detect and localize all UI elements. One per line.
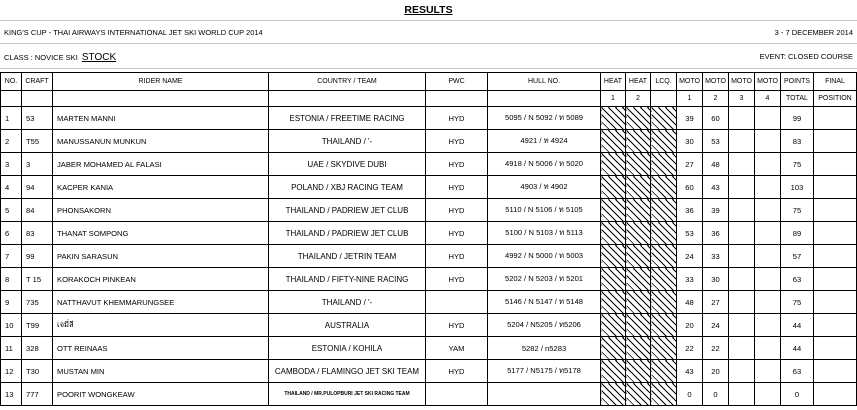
cell-moto2: 48 (703, 153, 729, 176)
cell-heat2 (626, 222, 651, 245)
sub-lcq (651, 91, 677, 107)
cell-no: 10 (1, 314, 22, 337)
cell-moto3 (729, 314, 755, 337)
cell-craft: 94 (22, 176, 53, 199)
col-no: NO. (1, 73, 22, 91)
col-lcq: LCQ. (651, 73, 677, 91)
cell-pwc: HYD (426, 107, 488, 130)
cell-country: CAMBODA / FLAMINGO JET SKI TEAM (269, 360, 426, 383)
cell-no: 13 (1, 383, 22, 406)
cell-moto1: 22 (677, 337, 703, 360)
sub-moto4: 4 (755, 91, 781, 107)
cell-moto3 (729, 360, 755, 383)
cell-hull: 5146 / N 5147 / ท 5148 (488, 291, 601, 314)
cell-lcq (651, 291, 677, 314)
cell-no: 11 (1, 337, 22, 360)
cell-craft: 99 (22, 245, 53, 268)
cell-moto4 (755, 222, 781, 245)
sub-moto2: 2 (703, 91, 729, 107)
cell-moto3 (729, 107, 755, 130)
cell-rider: KACPER KANIA (53, 176, 269, 199)
table-row (1, 360, 857, 383)
col-points: POINTS (781, 73, 814, 91)
cell-moto4 (755, 245, 781, 268)
cell-hull: 5100 / N 5103 / ท 5113 (488, 222, 601, 245)
cell-moto2: 39 (703, 199, 729, 222)
cell-hull: 4903 / ท 4902 (488, 176, 601, 199)
cell-final (814, 176, 857, 199)
cell-heat1 (601, 291, 626, 314)
cell-country: POLAND / XBJ RACING TEAM (269, 176, 426, 199)
cell-no: 8 (1, 268, 22, 291)
cell-craft: 83 (22, 222, 53, 245)
cell-heat2 (626, 153, 651, 176)
cell-no: 2 (1, 130, 22, 153)
event-info-row (0, 21, 857, 44)
cell-rider: THANAT SOMPONG (53, 222, 269, 245)
page-title: RESULTS (404, 4, 453, 16)
cell-heat1 (601, 130, 626, 153)
event-type: EVENT: CLOSED COURSE (759, 52, 853, 61)
cell-final (814, 107, 857, 130)
cell-moto3 (729, 199, 755, 222)
cell-heat1 (601, 153, 626, 176)
cell-craft: 777 (22, 383, 53, 406)
sub-final: POSITION (814, 91, 857, 107)
cell-no: 9 (1, 291, 22, 314)
cell-points: 44 (781, 337, 814, 360)
cell-moto2: 43 (703, 176, 729, 199)
cell-moto4 (755, 268, 781, 291)
cell-moto4 (755, 176, 781, 199)
cell-country: THAILAND / '- (269, 291, 426, 314)
col-hull: HULL NO. (488, 73, 601, 91)
cell-points: 63 (781, 268, 814, 291)
cell-moto3 (729, 383, 755, 406)
cell-heat2 (626, 314, 651, 337)
cell-final (814, 245, 857, 268)
cell-moto3 (729, 222, 755, 245)
cell-heat1 (601, 199, 626, 222)
cell-moto3 (729, 337, 755, 360)
cell-points: 83 (781, 130, 814, 153)
cell-moto4 (755, 360, 781, 383)
cell-moto1: 0 (677, 383, 703, 406)
table-row (1, 199, 857, 222)
cell-no: 1 (1, 107, 22, 130)
cell-rider: เจมี่ลี (53, 314, 269, 337)
col-moto3: MOTO (729, 73, 755, 91)
cell-hull: 5202 / N 5203 / ท 5201 (488, 268, 601, 291)
results-body (1, 107, 857, 406)
cell-points: 75 (781, 199, 814, 222)
cell-moto4 (755, 107, 781, 130)
cell-craft: 53 (22, 107, 53, 130)
cell-moto2: 36 (703, 222, 729, 245)
cell-moto2: 24 (703, 314, 729, 337)
cell-pwc: HYD (426, 130, 488, 153)
cell-heat2 (626, 176, 651, 199)
cell-points: 44 (781, 314, 814, 337)
table-row (1, 176, 857, 199)
sub-rider (53, 91, 269, 107)
cell-final (814, 291, 857, 314)
cell-points: 0 (781, 383, 814, 406)
cell-heat2 (626, 268, 651, 291)
cell-lcq (651, 268, 677, 291)
cell-hull: 4992 / N 5000 / ท 5003 (488, 245, 601, 268)
cell-moto1: 39 (677, 107, 703, 130)
sub-country (269, 91, 426, 107)
cell-moto4 (755, 314, 781, 337)
cell-moto3 (729, 245, 755, 268)
col-moto1: MOTO (677, 73, 703, 91)
col-final: FINAL (814, 73, 857, 91)
cell-country: ESTONIA / FREETIME RACING (269, 107, 426, 130)
cell-lcq (651, 130, 677, 153)
cell-moto3 (729, 176, 755, 199)
cell-moto1: 20 (677, 314, 703, 337)
table-row (1, 314, 857, 337)
cell-pwc: HYD (426, 199, 488, 222)
cell-craft: T30 (22, 360, 53, 383)
cell-rider: KORAKOCH PINKEAN (53, 268, 269, 291)
cell-lcq (651, 314, 677, 337)
cell-no: 6 (1, 222, 22, 245)
cell-pwc: HYD (426, 153, 488, 176)
cell-country: THAILAND / JETRIN TEAM (269, 245, 426, 268)
sub-moto1: 1 (677, 91, 703, 107)
sub-points: TOTAL (781, 91, 814, 107)
cell-heat2 (626, 107, 651, 130)
sub-heat2: 2 (626, 91, 651, 107)
event-dates: 3 - 7 DECEMBER 2014 (774, 28, 853, 37)
cell-rider: PAKIN SARASUN (53, 245, 269, 268)
cell-points: 75 (781, 153, 814, 176)
cell-moto2: 27 (703, 291, 729, 314)
cell-final (814, 360, 857, 383)
cell-heat1 (601, 360, 626, 383)
cell-country: THAILAND / FIFTY-NINE RACING (269, 268, 426, 291)
cell-moto2: 30 (703, 268, 729, 291)
cell-no: 5 (1, 199, 22, 222)
cell-moto2: 33 (703, 245, 729, 268)
cell-moto2: 60 (703, 107, 729, 130)
cell-heat2 (626, 383, 651, 406)
cell-pwc (426, 383, 488, 406)
cell-points: 103 (781, 176, 814, 199)
cell-heat1 (601, 176, 626, 199)
cell-rider: PHONSAKORN (53, 199, 269, 222)
cell-lcq (651, 107, 677, 130)
cell-heat2 (626, 291, 651, 314)
cell-no: 12 (1, 360, 22, 383)
header-row (1, 73, 857, 91)
cell-heat1 (601, 383, 626, 406)
table-row (1, 245, 857, 268)
table-row (1, 107, 857, 130)
cell-rider: MANUSSANUN MUNKUN (53, 130, 269, 153)
cell-heat2 (626, 130, 651, 153)
cell-moto1: 27 (677, 153, 703, 176)
cell-pwc: HYD (426, 222, 488, 245)
col-moto2: MOTO (703, 73, 729, 91)
table-row (1, 222, 857, 245)
cell-country: UAE / SKYDIVE DUBI (269, 153, 426, 176)
cell-craft: T55 (22, 130, 53, 153)
cell-final (814, 130, 857, 153)
cell-final (814, 383, 857, 406)
cell-heat1 (601, 314, 626, 337)
col-rider: RIDER NAME (53, 73, 269, 91)
cell-final (814, 337, 857, 360)
cell-heat2 (626, 360, 651, 383)
col-country: COUNTRY / TEAM (269, 73, 426, 91)
cell-moto4 (755, 130, 781, 153)
cell-no: 7 (1, 245, 22, 268)
cell-moto2: 53 (703, 130, 729, 153)
col-heat2: HEAT (626, 73, 651, 91)
cell-pwc: HYD (426, 268, 488, 291)
cell-points: 99 (781, 107, 814, 130)
cell-country: AUSTRALIA (269, 314, 426, 337)
cell-moto1: 48 (677, 291, 703, 314)
cell-rider: POORIT WONGKEAW (53, 383, 269, 406)
col-craft: CRAFT (22, 73, 53, 91)
cell-hull: 5204 / N5205 / ท5206 (488, 314, 601, 337)
cell-moto1: 30 (677, 130, 703, 153)
cell-country: THAILAND / PADRIEW JET CLUB (269, 199, 426, 222)
cell-moto2: 22 (703, 337, 729, 360)
cell-rider: MARTEN MANNI (53, 107, 269, 130)
cell-points: 63 (781, 360, 814, 383)
sub-heat1: 1 (601, 91, 626, 107)
cell-heat1 (601, 337, 626, 360)
cell-moto1: 24 (677, 245, 703, 268)
cell-lcq (651, 176, 677, 199)
cell-moto1: 53 (677, 222, 703, 245)
cell-hull: 4918 / N 5006 / ท 5020 (488, 153, 601, 176)
cell-moto1: 43 (677, 360, 703, 383)
cell-lcq (651, 383, 677, 406)
cell-lcq (651, 245, 677, 268)
sub-craft (22, 91, 53, 107)
cell-hull: 5095 / N 5092 / ท 5089 (488, 107, 601, 130)
cell-craft: 84 (22, 199, 53, 222)
cell-final (814, 314, 857, 337)
cell-pwc: HYD (426, 245, 488, 268)
cell-hull: 4921 / ท 4924 (488, 130, 601, 153)
sub-pwc (426, 91, 488, 107)
class-value: STOCK (81, 52, 117, 63)
cell-hull (488, 383, 601, 406)
cell-lcq (651, 222, 677, 245)
cell-pwc: YAM (426, 337, 488, 360)
cell-craft: 3 (22, 153, 53, 176)
table-row (1, 130, 857, 153)
cell-moto2: 0 (703, 383, 729, 406)
cell-rider: OTT REINAAS (53, 337, 269, 360)
class-label: CLASS : NOVICE SKI (4, 53, 78, 62)
cell-pwc: HYD (426, 360, 488, 383)
cell-hull: 5110 / N 5106 / ท 5105 (488, 199, 601, 222)
cell-rider: MUSTAN MIN (53, 360, 269, 383)
cell-rider: JABER MOHAMED AL FALASI (53, 153, 269, 176)
cell-moto3 (729, 153, 755, 176)
cell-hull: 5282 / n5283 (488, 337, 601, 360)
cell-moto2: 20 (703, 360, 729, 383)
cell-pwc: HYD (426, 314, 488, 337)
results-table (0, 72, 857, 406)
table-row (1, 268, 857, 291)
cell-country: THAILAND / MR.PULOPBURI JET SKI RACING TEAM (269, 383, 426, 406)
cell-heat1 (601, 268, 626, 291)
cell-lcq (651, 199, 677, 222)
sub-no (1, 91, 22, 107)
cell-no: 3 (1, 153, 22, 176)
cell-moto4 (755, 383, 781, 406)
table-row (1, 383, 857, 406)
cell-moto1: 36 (677, 199, 703, 222)
table-row (1, 291, 857, 314)
cell-moto3 (729, 291, 755, 314)
table-row (1, 153, 857, 176)
cell-points: 57 (781, 245, 814, 268)
sub-moto3: 3 (729, 91, 755, 107)
cell-heat1 (601, 245, 626, 268)
cell-heat2 (626, 199, 651, 222)
cell-craft: T99 (22, 314, 53, 337)
cell-country: ESTONIA / KOHILA (269, 337, 426, 360)
class-row (0, 44, 857, 69)
cell-heat1 (601, 107, 626, 130)
cell-craft: 328 (22, 337, 53, 360)
cell-points: 89 (781, 222, 814, 245)
cell-lcq (651, 360, 677, 383)
title-row (0, 0, 857, 21)
cell-craft: 735 (22, 291, 53, 314)
cell-heat2 (626, 337, 651, 360)
sub-hull (488, 91, 601, 107)
cell-final (814, 199, 857, 222)
cell-pwc (426, 291, 488, 314)
event-name: KING'S CUP - THAI AIRWAYS INTERNATIONAL JET SKI WORLD CUP 2014 (4, 28, 263, 37)
cell-moto4 (755, 337, 781, 360)
cell-rider: NATTHAVUT KHEMMARUNGSEE (53, 291, 269, 314)
cell-points: 75 (781, 291, 814, 314)
cell-moto4 (755, 153, 781, 176)
col-pwc: PWC (426, 73, 488, 91)
cell-moto3 (729, 268, 755, 291)
cell-heat2 (626, 245, 651, 268)
cell-country: THAILAND / '- (269, 130, 426, 153)
cell-final (814, 222, 857, 245)
table-row (1, 337, 857, 360)
cell-lcq (651, 153, 677, 176)
cell-moto3 (729, 130, 755, 153)
class-info (4, 52, 116, 63)
cell-final (814, 153, 857, 176)
cell-hull: 5177 / N5175 / ท5178 (488, 360, 601, 383)
cell-country: THAILAND / PADRIEW JET CLUB (269, 222, 426, 245)
cell-craft: T 15 (22, 268, 53, 291)
cell-moto4 (755, 291, 781, 314)
col-heat1: HEAT (601, 73, 626, 91)
subheader-row (1, 91, 857, 107)
cell-moto4 (755, 199, 781, 222)
cell-pwc: HYD (426, 176, 488, 199)
cell-lcq (651, 337, 677, 360)
cell-heat1 (601, 222, 626, 245)
col-moto4: MOTO (755, 73, 781, 91)
cell-final (814, 268, 857, 291)
cell-moto1: 33 (677, 268, 703, 291)
cell-moto1: 60 (677, 176, 703, 199)
cell-no: 4 (1, 176, 22, 199)
